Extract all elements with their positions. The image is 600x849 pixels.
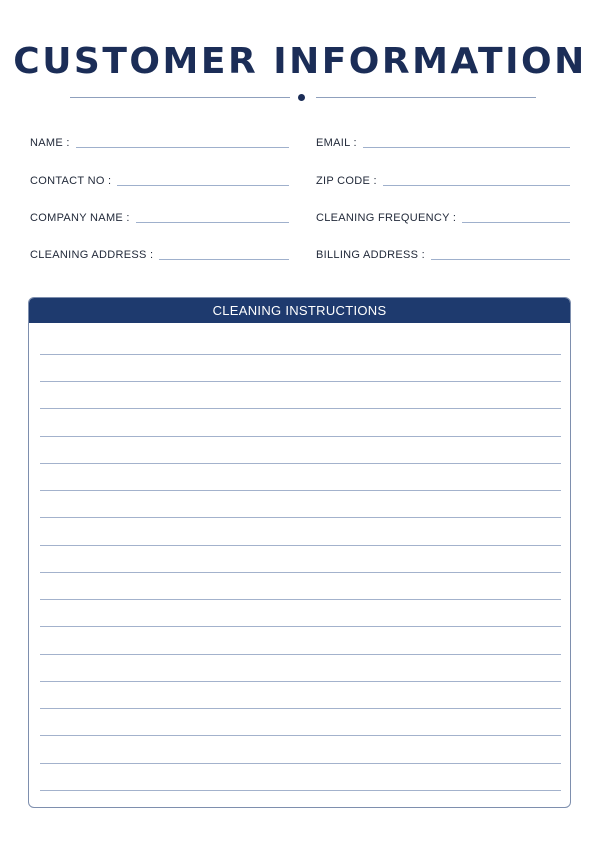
instruction-line[interactable] [40, 545, 561, 546]
company-name-field[interactable] [30, 209, 289, 225]
cleaning-instructions-box [28, 297, 571, 808]
company-name-label: COMPANY NAME : [30, 212, 130, 224]
instruction-line[interactable] [40, 708, 561, 709]
billing-address-label: BILLING ADDRESS : [316, 249, 426, 261]
cleaning-frequency-field[interactable] [316, 209, 570, 225]
instruction-line[interactable] [40, 354, 561, 355]
title-divider-right [316, 97, 536, 98]
instruction-line[interactable] [40, 681, 561, 682]
cleaning-instructions-header: CLEANING INSTRUCTIONS [29, 298, 570, 323]
instruction-line[interactable] [40, 517, 561, 518]
zip-code-input-line[interactable] [383, 185, 570, 186]
email-input-line[interactable] [363, 147, 570, 148]
name-input-line[interactable] [76, 147, 289, 148]
cleaning-frequency-input-line[interactable] [462, 222, 570, 223]
contact-no-label: CONTACT NO : [30, 175, 112, 187]
contact-no-input-line[interactable] [117, 185, 289, 186]
instruction-line[interactable] [40, 572, 561, 573]
instruction-line[interactable] [40, 763, 561, 764]
title-divider-left [70, 97, 290, 98]
company-name-input-line[interactable] [136, 222, 289, 223]
billing-address-input-line[interactable] [431, 259, 570, 260]
cleaning-frequency-label: CLEANING FREQUENCY : [316, 212, 457, 224]
instruction-line[interactable] [40, 626, 561, 627]
instruction-line[interactable] [40, 490, 561, 491]
instruction-line[interactable] [40, 381, 561, 382]
name-label: NAME : [30, 137, 70, 149]
zip-code-field[interactable] [316, 172, 570, 188]
email-field[interactable] [316, 134, 570, 150]
cleaning-address-field[interactable] [30, 246, 289, 262]
instruction-line[interactable] [40, 408, 561, 409]
divider-dot [298, 94, 305, 101]
email-label: EMAIL : [316, 137, 357, 149]
billing-address-field[interactable] [316, 246, 570, 262]
cleaning-address-input-line[interactable] [159, 259, 289, 260]
instruction-line[interactable] [40, 790, 561, 791]
zip-code-label: ZIP CODE : [316, 175, 377, 187]
name-field[interactable] [30, 134, 289, 150]
cleaning-address-label: CLEANING ADDRESS : [30, 249, 154, 261]
instruction-line[interactable] [40, 436, 561, 437]
instruction-line[interactable] [40, 463, 561, 464]
instruction-line[interactable] [40, 599, 561, 600]
instruction-line[interactable] [40, 654, 561, 655]
instruction-line[interactable] [40, 735, 561, 736]
contact-no-field[interactable] [30, 172, 289, 188]
page-title: CUSTOMER INFORMATION [13, 41, 587, 82]
